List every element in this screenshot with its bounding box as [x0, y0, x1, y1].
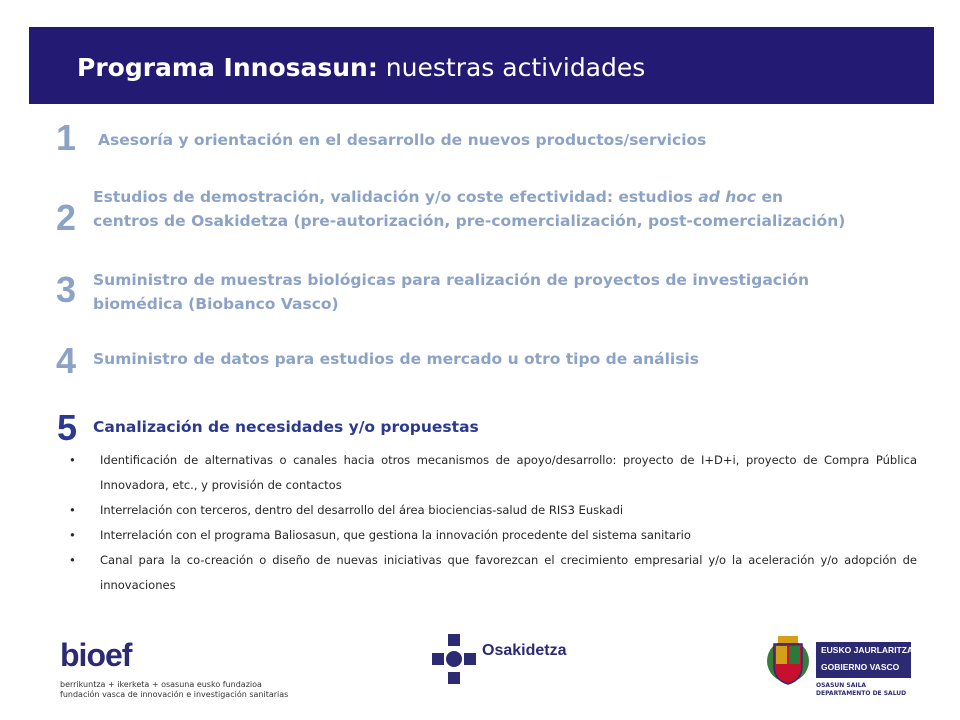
bullet-list	[63, 448, 917, 598]
item-text-2-em: ad hoc	[698, 188, 757, 206]
item-number-2: 2	[56, 197, 77, 238]
item-number-1: 1	[56, 117, 77, 158]
item-number-4: 4	[56, 340, 77, 381]
bullet-dot: •	[69, 553, 76, 567]
gobierno-sub-2: DEPARTAMENTO DE SALUD	[816, 690, 907, 697]
item-text-2-a: Estudios de demostración, validación y/o coste efectividad: estudios	[93, 188, 699, 206]
title-rest: nuestras actividades	[385, 53, 646, 82]
gobierno-sub-1: OSASUN SAILA	[816, 682, 867, 689]
bullet-item	[63, 498, 917, 523]
bullet-item	[63, 448, 917, 498]
item-text-2	[93, 185, 853, 233]
bullet-item	[63, 548, 917, 598]
gobierno-department	[816, 682, 906, 698]
coat-of-arms-icon	[766, 634, 810, 688]
item-text-1: Asesoría y orientación en el desarrollo de nuevos productos/servicios	[98, 131, 707, 149]
osakidetza-icon	[432, 634, 478, 690]
gobierno-line-1: EUSKO JAURLARITZA	[821, 645, 914, 655]
bullet-text-1: Identificación de alternativas o canales hacia otros mecanismos de apoyo/desarrollo: proyecto de I+D+i, proyecto de Compra Pública Innovadora, etc., y provisión de contactos	[100, 453, 917, 492]
bullet-dot: •	[69, 453, 76, 467]
item-text-3: Suministro de muestras biológicas para realización de proyectos de investigación biomédica (Biobanco Vasco)	[93, 271, 809, 313]
gobierno-line-2: GOBIERNO VASCO	[821, 662, 900, 672]
osakidetza-logo	[432, 634, 592, 694]
gobierno-name-box	[816, 642, 914, 678]
gobierno-vasco-logo	[766, 630, 926, 700]
osakidetza-wordmark: Osakidetza	[482, 642, 567, 659]
bioef-tagline-2: fundación vasca de innovación e investigación sanitarias	[60, 690, 289, 699]
item-number-5: 5	[57, 407, 78, 448]
item-text-4: Suministro de datos para estudios de mercado u otro tipo de análisis	[93, 350, 699, 368]
bullet-item	[63, 523, 917, 548]
bioef-logo	[60, 638, 320, 704]
page-title	[77, 53, 645, 82]
bioef-tagline	[60, 680, 288, 700]
bullet-dot: •	[69, 528, 76, 542]
title-banner	[29, 27, 934, 104]
item-text-2-b: en centros de Osakidetza (pre-autorización, pre-comercialización, post-comercialización)	[93, 188, 846, 230]
bullet-text-2: Interrelación con terceros, dentro del desarrollo del área biociencias-salud de RIS3 Euskadi	[100, 503, 624, 517]
bullet-dot: •	[69, 503, 76, 517]
bullet-text-4: Canal para la co-creación o diseño de nuevas iniciativas que favorezcan el crecimiento empresarial y/o la aceleración y/o adopción de innovaciones	[100, 553, 917, 592]
item-text-5: Canalización de necesidades y/o propuestas	[93, 418, 479, 436]
bioef-wordmark: bioef	[60, 637, 132, 673]
title-strong: Programa Innosasun:	[77, 53, 378, 82]
item-number-3: 3	[56, 269, 77, 310]
bioef-tagline-1: berrikuntza + ikerketa + osasuna eusko fundazioa	[60, 680, 262, 689]
bullet-text-3: Interrelación con el programa Baliosasun, que gestiona la innovación procedente del sistema sanitario	[100, 528, 691, 542]
